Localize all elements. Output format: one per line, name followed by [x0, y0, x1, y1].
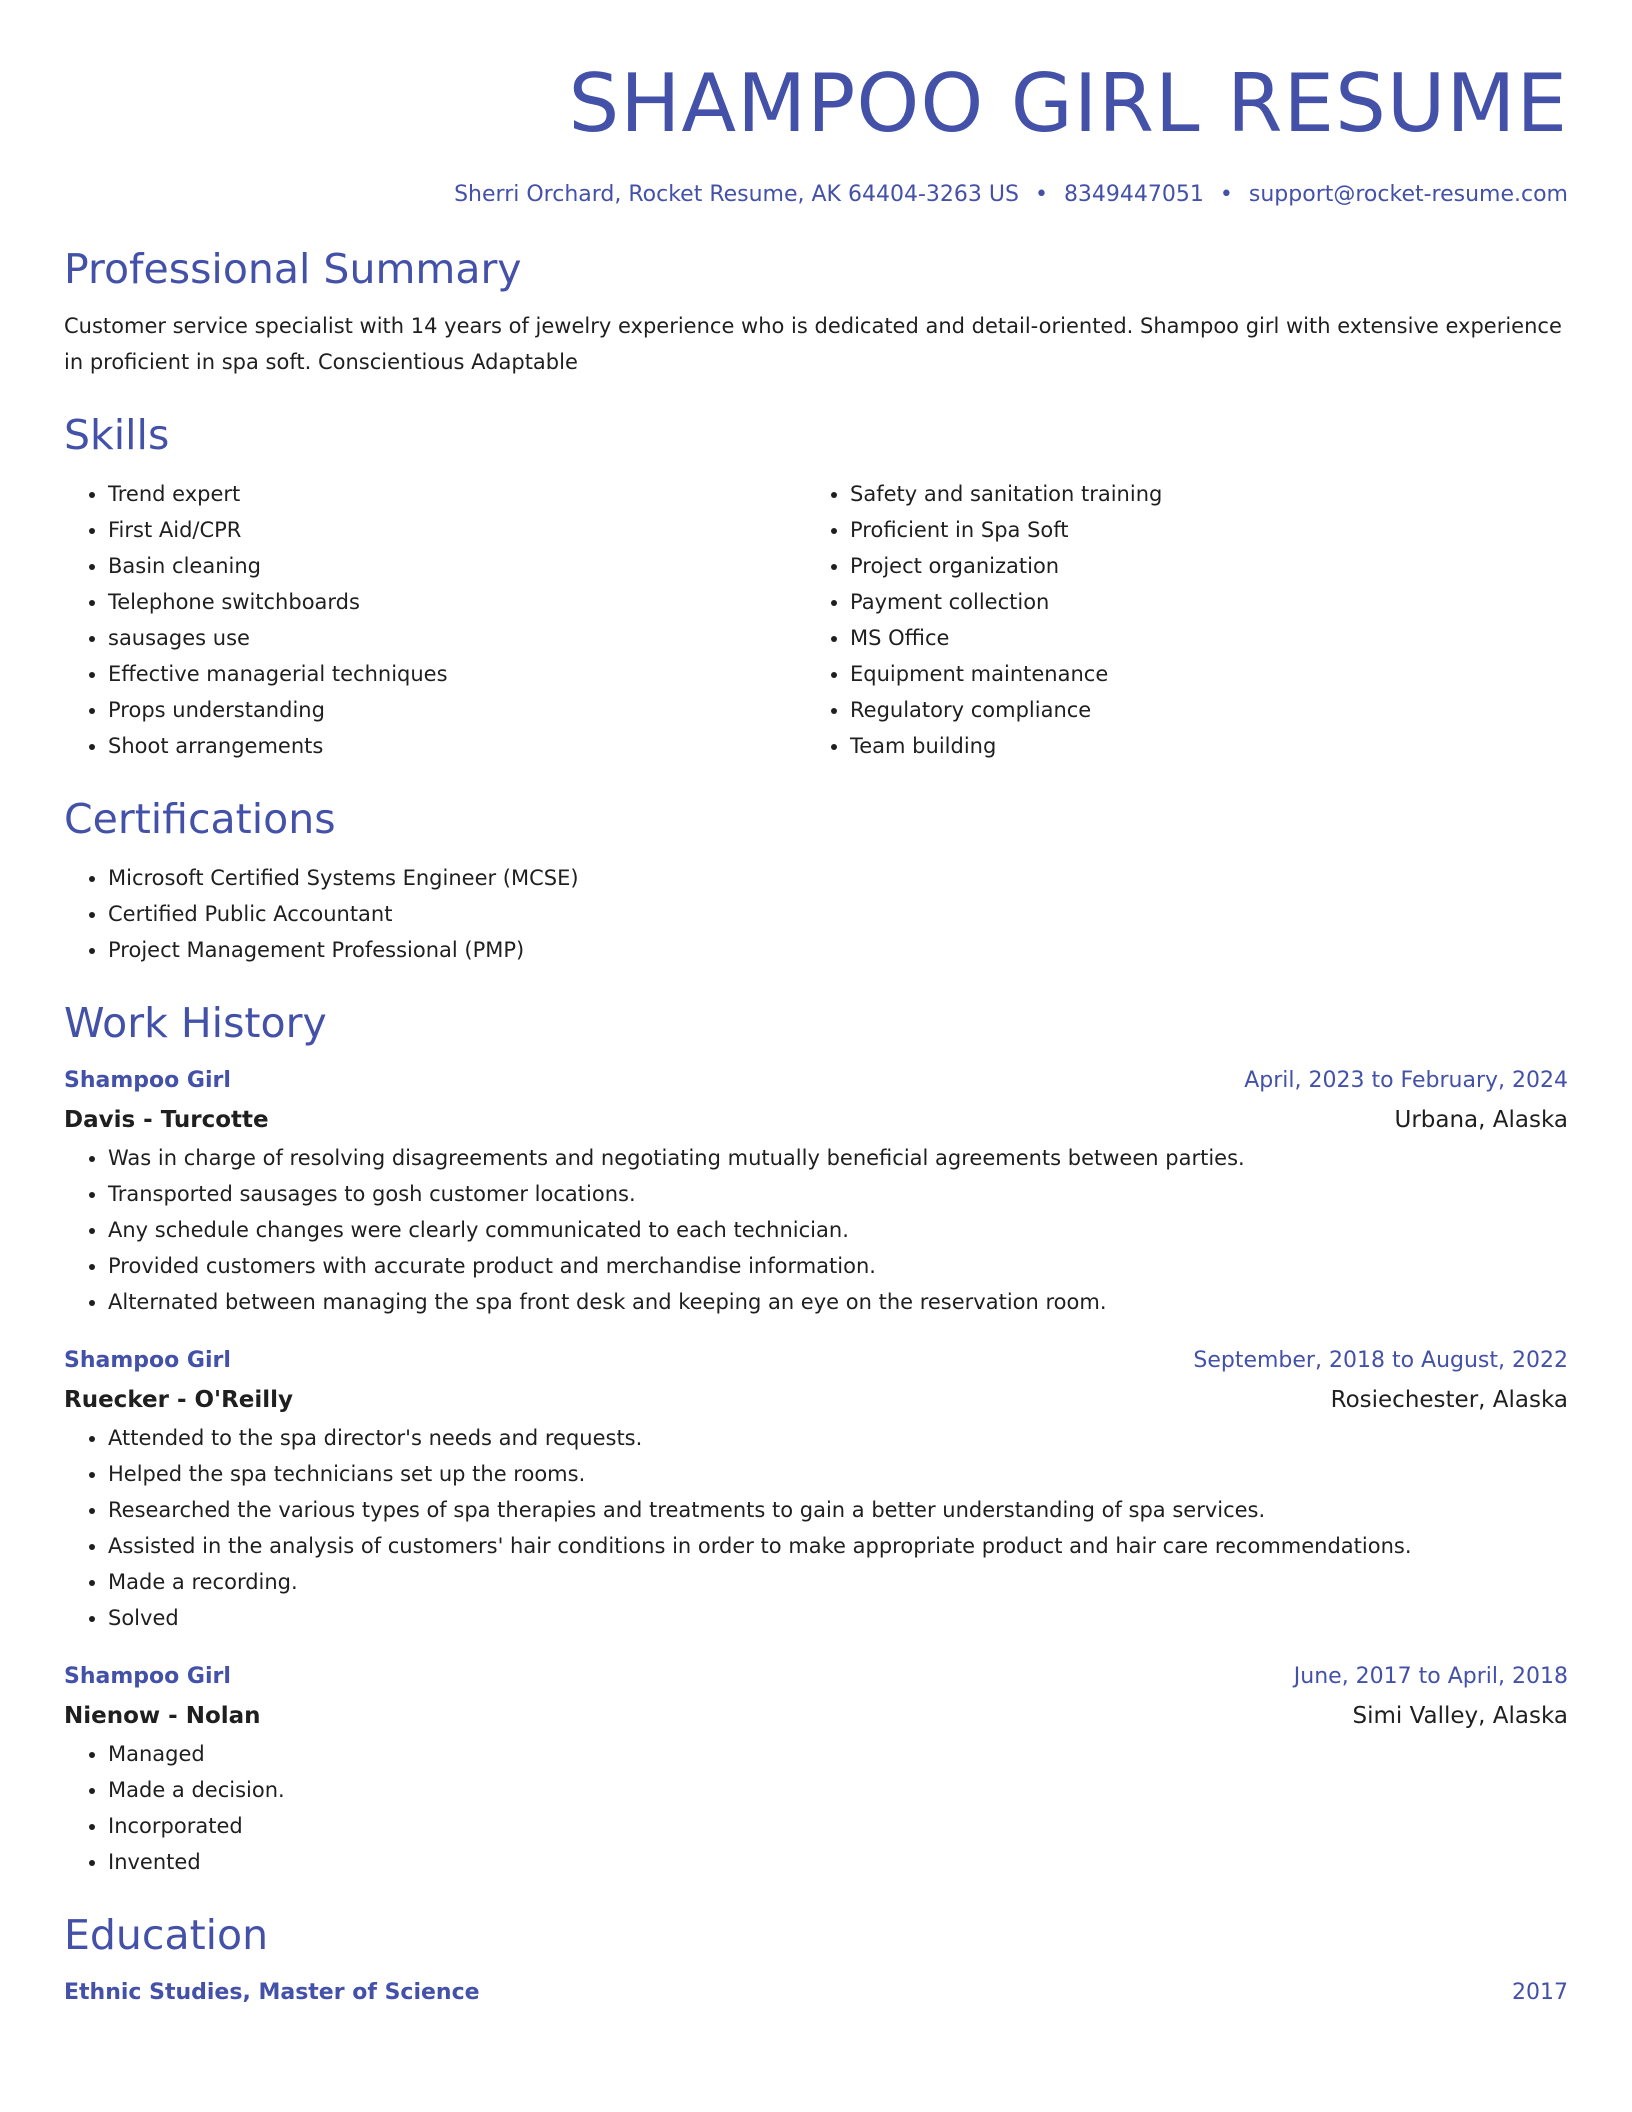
certification-item: • Project Management Professional (PMP)	[108, 932, 1568, 968]
job-header	[64, 1062, 1568, 1100]
job-bullet: • Researched the various types of spa therapies and treatments to gain a better understanding of spa services.	[108, 1492, 1568, 1528]
skills-list-left	[64, 476, 806, 764]
education-section	[64, 1910, 1568, 2012]
contact-phone: 8349447051	[1063, 182, 1204, 207]
job-bullet: • Made a decision.	[108, 1772, 1568, 1808]
skill-item: • Proficient in Spa Soft	[850, 512, 1566, 548]
skill-item: • Shoot arrangements	[108, 728, 806, 764]
skills-heading: Skills	[64, 411, 170, 459]
summary-text: Customer service specialist with 14 years of jewelry experience who is dedicated and detail-oriented. Shampoo girl with extensive experience in proficient in spa soft. Conscientious Adaptable	[64, 314, 1562, 374]
job-bullet: • Alternated between managing the spa front desk and keeping an eye on the reservation room.	[108, 1284, 1568, 1320]
summary-heading: Professional Summary	[64, 245, 522, 293]
job-bullet: • Any schedule changes were clearly communicated to each technician.	[108, 1212, 1568, 1248]
skill-item: • sausages use	[108, 620, 806, 656]
skill-item: • Team building	[850, 728, 1566, 764]
job-subheader	[64, 1100, 1568, 1140]
skill-item: • Safety and sanitation training	[850, 476, 1566, 512]
certifications-heading: Certifications	[64, 795, 336, 843]
job-location: Simi Valley, Alaska	[1352, 1703, 1568, 1729]
job-entry	[64, 1062, 1568, 1320]
job-company: Nienow - Nolan	[64, 1703, 261, 1729]
skills-section	[64, 410, 1568, 764]
job-location: Rosiechester, Alaska	[1330, 1387, 1568, 1413]
resume-title: SHAMPOO GIRL RESUME	[568, 57, 1568, 150]
job-bullet: • Managed	[108, 1736, 1568, 1772]
job-company: Davis - Turcotte	[64, 1107, 269, 1133]
skill-item: • Regulatory compliance	[850, 692, 1566, 728]
certification-item: • Certified Public Accountant	[108, 896, 1568, 932]
job-bullet: • Provided customers with accurate product and merchandise information.	[108, 1248, 1568, 1284]
skills-grid	[64, 476, 1568, 764]
skill-item: • Effective managerial techniques	[108, 656, 806, 692]
certifications-list	[64, 860, 1568, 968]
contact-separator: •	[1219, 182, 1233, 207]
education-entry	[64, 1974, 1568, 2012]
job-header	[64, 1658, 1568, 1696]
job-bullet: • Was in charge of resolving disagreements and negotiating mutually beneficial agreements between parties.	[108, 1140, 1568, 1176]
skill-item: • Equipment maintenance	[850, 656, 1566, 692]
job-bullets	[64, 1420, 1568, 1636]
job-bullet: • Attended to the spa director's needs and requests.	[108, 1420, 1568, 1456]
job-entry	[64, 1342, 1568, 1636]
contact-separator: •	[1034, 182, 1048, 207]
education-year: 2017	[1512, 1980, 1568, 2005]
skill-item: • Trend expert	[108, 476, 806, 512]
work-history-heading: Work History	[64, 999, 327, 1047]
job-subheader	[64, 1696, 1568, 1736]
education-heading: Education	[64, 1911, 269, 1959]
job-title: Shampoo Girl	[64, 1068, 231, 1093]
skill-item: • Basin cleaning	[108, 548, 806, 584]
job-entry	[64, 1658, 1568, 1880]
job-header	[64, 1342, 1568, 1380]
job-bullets	[64, 1736, 1568, 1880]
contact-line	[64, 180, 1568, 210]
job-bullets	[64, 1140, 1568, 1320]
certifications-section	[64, 794, 1568, 968]
contact-address: Sherri Orchard, Rocket Resume, AK 64404-3263 US	[454, 182, 1019, 207]
job-bullet: • Transported sausages to gosh customer locations.	[108, 1176, 1568, 1212]
job-dates: April, 2023 to February, 2024	[1244, 1068, 1568, 1093]
job-title: Shampoo Girl	[64, 1348, 231, 1373]
skill-item: • MS Office	[850, 620, 1566, 656]
education-degree: Ethnic Studies, Master of Science	[64, 1980, 480, 2005]
certification-item: • Microsoft Certified Systems Engineer (MCSE)	[108, 860, 1568, 896]
skill-item: • First Aid/CPR	[108, 512, 806, 548]
job-subheader	[64, 1380, 1568, 1420]
summary-section	[64, 244, 1568, 380]
job-location: Urbana, Alaska	[1394, 1107, 1568, 1133]
job-bullet: • Incorporated	[108, 1808, 1568, 1844]
job-bullet: • Solved	[108, 1600, 1568, 1636]
job-dates: June, 2017 to April, 2018	[1293, 1664, 1568, 1689]
skill-item: • Props understanding	[108, 692, 806, 728]
skill-item: • Payment collection	[850, 584, 1566, 620]
job-bullet: • Helped the spa technicians set up the rooms.	[108, 1456, 1568, 1492]
job-dates: September, 2018 to August, 2022	[1193, 1348, 1568, 1373]
job-title: Shampoo Girl	[64, 1664, 231, 1689]
skill-item: • Telephone switchboards	[108, 584, 806, 620]
job-bullet: • Invented	[108, 1844, 1568, 1880]
skill-item: • Project organization	[850, 548, 1566, 584]
work-history-section	[64, 998, 1568, 1880]
job-bullet: • Assisted in the analysis of customers' hair conditions in order to make appropriate product and hair care recommendations.	[108, 1528, 1568, 1564]
job-bullet: • Made a recording.	[108, 1564, 1568, 1600]
skills-list-right	[806, 476, 1566, 764]
contact-email: support@rocket-resume.com	[1248, 182, 1568, 207]
job-company: Ruecker - O'Reilly	[64, 1387, 294, 1413]
